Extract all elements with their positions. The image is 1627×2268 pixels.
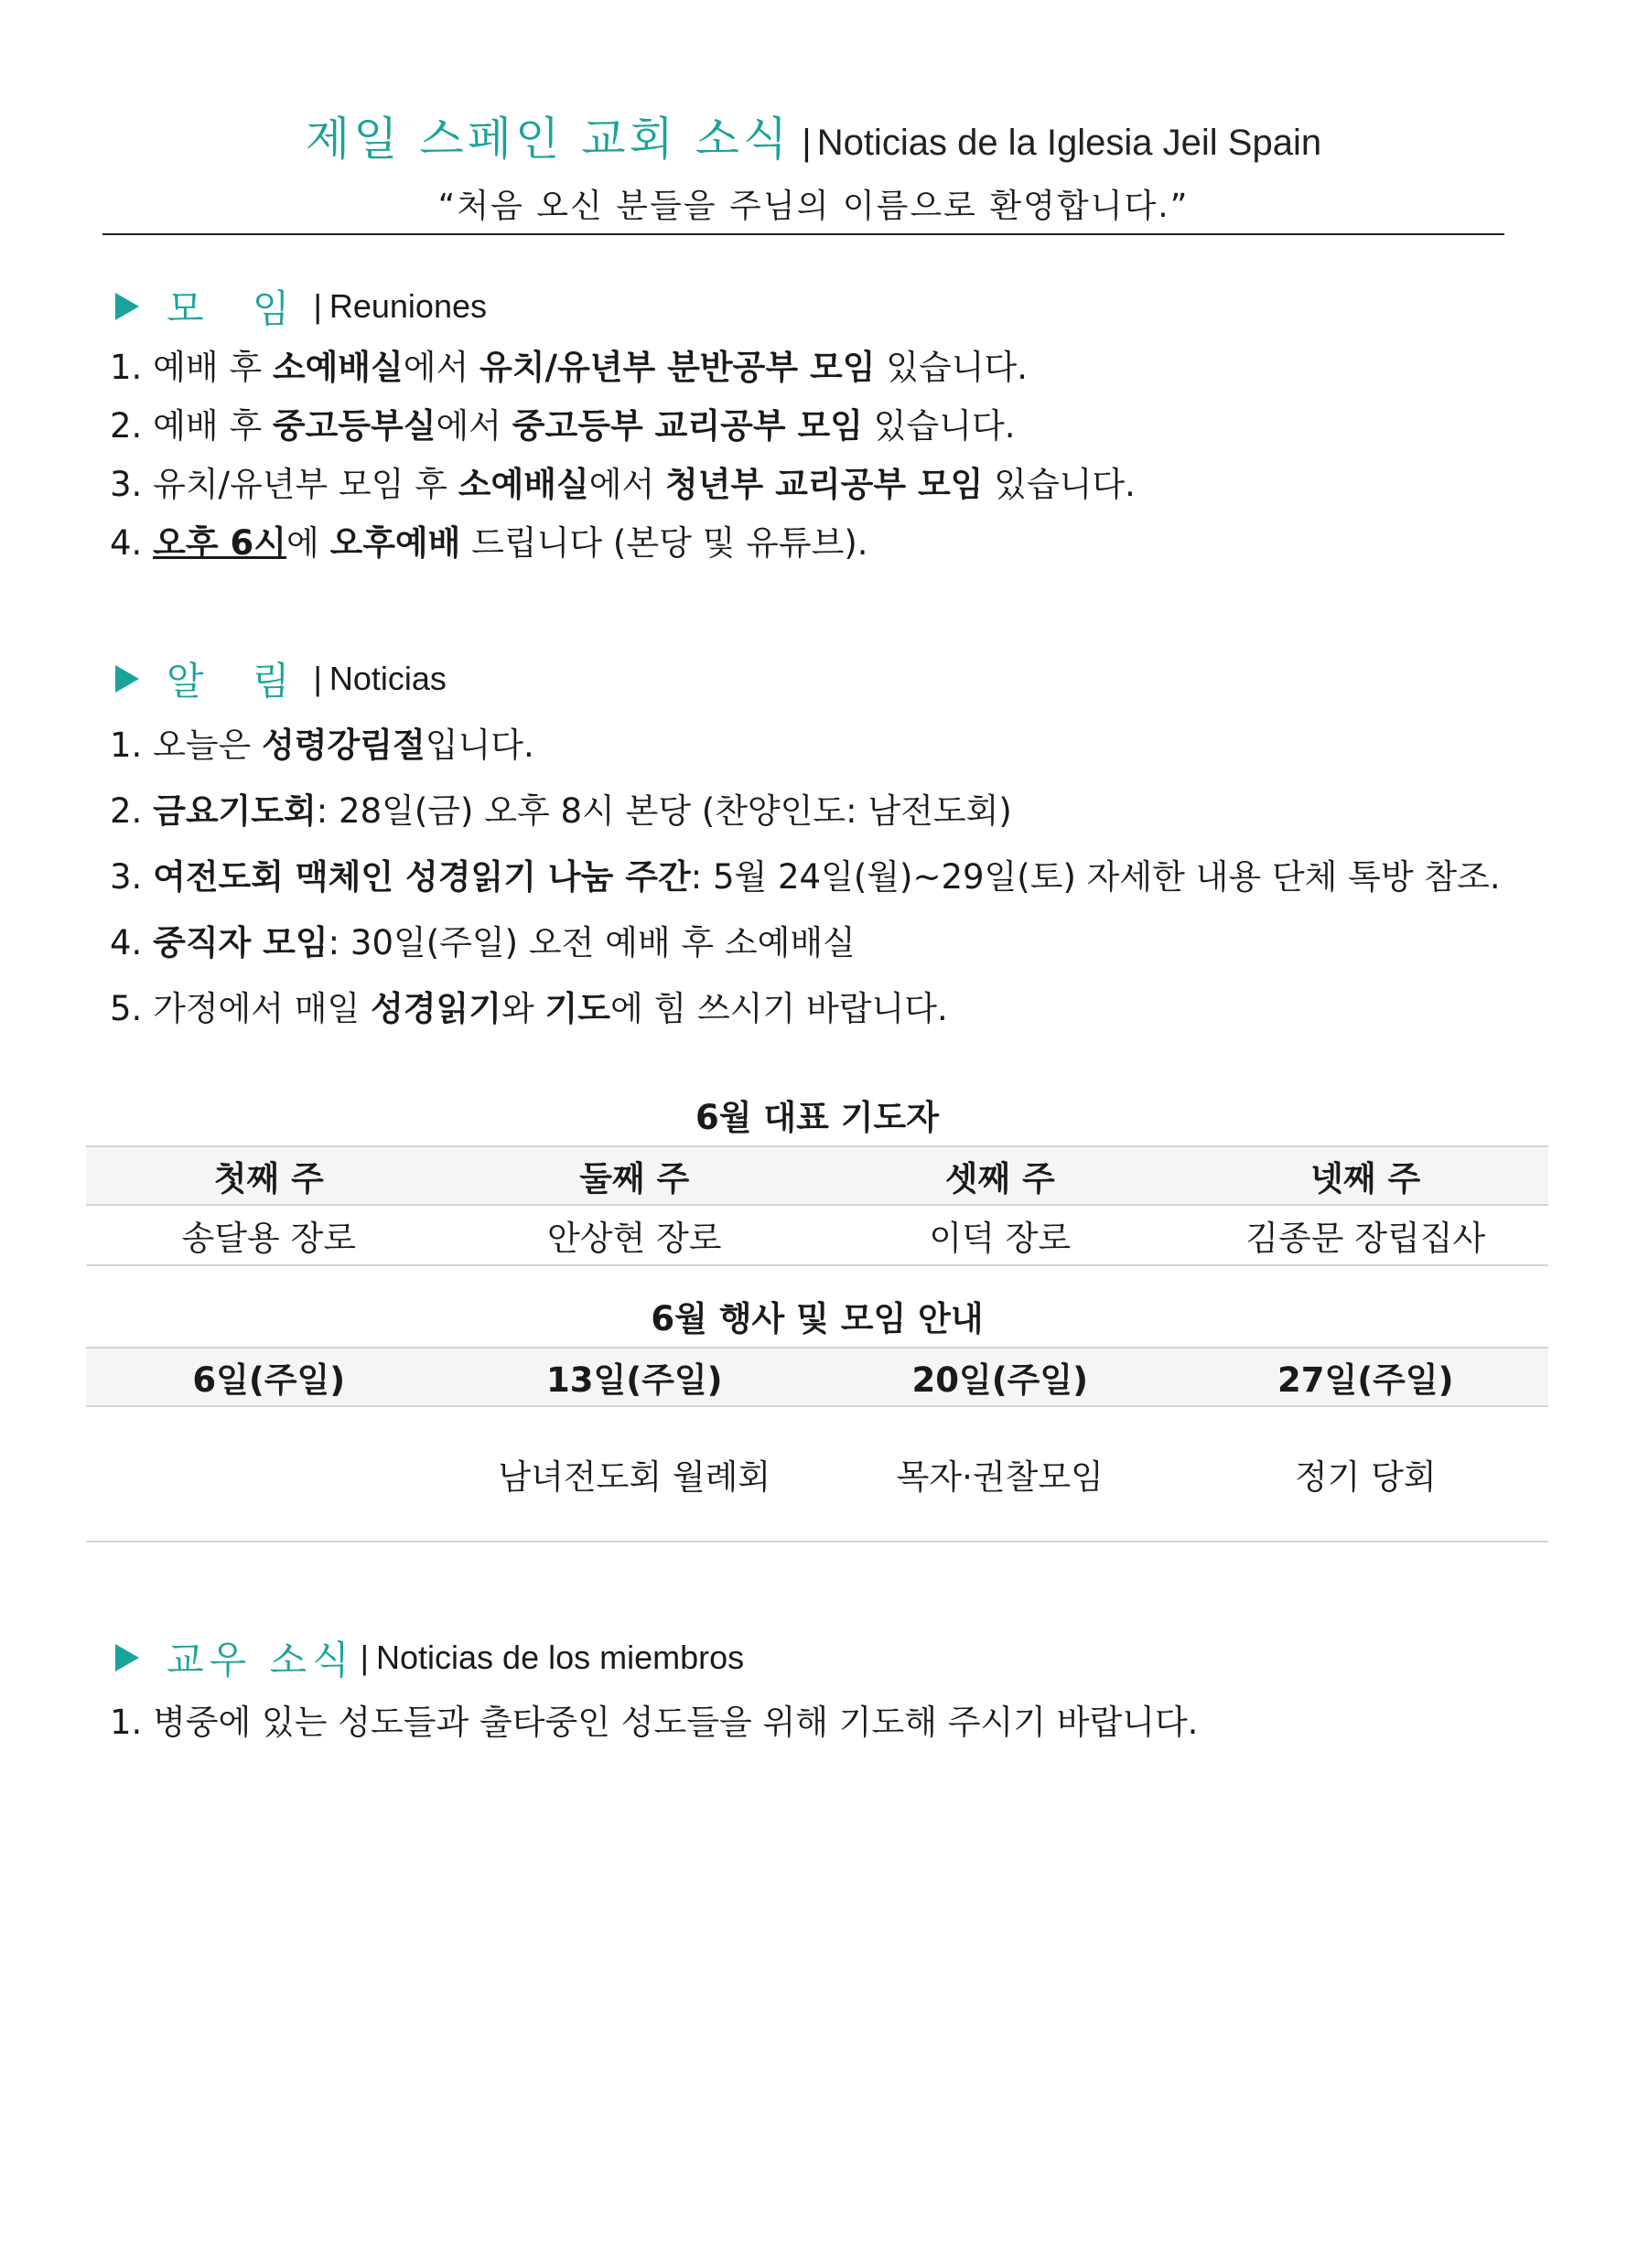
welcome-subtitle: “처음 오신 분들을 주님의 이름으로 환영합니다.” [437,188,1190,225]
table-header-cell: 27일(주일) [1183,1348,1549,1406]
list-item [110,397,1537,456]
prayer-table [86,1145,1548,1266]
section-title-spanish: Reuniones [329,287,487,325]
item-number: 4. [110,523,143,563]
section-title-korean: 모 임 [167,286,308,331]
meetings-heading [110,274,1537,339]
title-spanish: Noticias de la Iglesia Jeil Spain [816,123,1322,163]
section-title-spanish: Noticias [329,660,447,697]
events-table-title: 6월 행사 및 모임 안내 [651,1299,984,1338]
table-header-cell: 셋째 주 [817,1146,1183,1205]
section-separator: | [313,287,322,325]
table-cell: 송달용 장로 [86,1205,452,1265]
item-text: 에서 [436,406,512,446]
item-text: 예배 후 [142,406,273,446]
item-text [142,857,153,897]
list-item [110,976,1537,1042]
item-text: 오늘은 [142,726,263,765]
item-text: 예배 후 [142,348,273,387]
title-line [0,102,1627,179]
table-cell: 이덕 장로 [817,1205,1183,1265]
list-item [110,910,1537,976]
table-cell: 정기 당회 [1183,1406,1549,1542]
list-item [110,456,1537,514]
item-number: 5. [110,989,143,1028]
item-underlined: 오후 6시 [153,523,286,563]
section-title-korean: 알 림 [167,659,308,704]
item-bold: 중고등부실 [272,406,436,446]
item-text: 병중에 있는 성도들과 출타중인 성도들을 위해 기도해 주시기 바랍니다. [142,1703,1199,1742]
title-separator: | [802,123,812,163]
item-text: 드립니다 (본당 및 유튜브). [460,523,868,563]
item-bold: 오후예배 [329,523,461,563]
table-header-cell: 13일(주일) [452,1348,818,1406]
item-number: 1. [110,348,143,387]
item-text: 에 힘 쓰시기 바랍니다. [610,989,948,1028]
list-item [110,779,1537,844]
item-bold: 소예배실 [272,348,404,387]
notices-list [110,713,1537,1042]
title-korean: 제일 스페인 교회 소식 [305,113,792,166]
item-number: 1. [110,1703,143,1742]
list-item [110,713,1537,779]
bulletin-header [0,102,1627,236]
item-number: 3. [110,465,143,504]
table-cell: 안상현 장로 [452,1205,818,1265]
table-cell: 남녀전도회 월례회 [452,1406,818,1542]
table-row [86,1205,1548,1265]
item-number: 3. [110,857,143,897]
triangle-bullet-icon [115,1644,139,1671]
table-cell: 목자·권찰모임 [817,1406,1183,1542]
section-separator: | [313,660,322,697]
item-text: 있습니다. [875,348,1028,387]
item-number: 1. [110,726,143,765]
item-number: 4. [110,923,143,962]
item-text: 유치/유년부 모임 후 [142,465,458,504]
item-number: 2. [110,406,143,446]
list-item [110,844,1537,910]
item-text: 가정에서 매일 [142,989,372,1028]
meetings-list [110,339,1537,573]
table-header-cell: 20일(주일) [817,1348,1183,1406]
notices-section [110,647,1537,1042]
item-text [142,523,153,563]
item-bold: 소예배실 [458,465,589,504]
list-item [110,1693,1537,1752]
table-cell: 김종문 장립집사 [1183,1205,1549,1265]
item-bold: 유치/유년부 분반공부 모임 [479,348,876,387]
table-cell [86,1406,452,1542]
item-bold: 중고등부 교리공부 모임 [512,406,863,446]
table-row [86,1406,1548,1542]
table-header-cell: 둘째 주 [452,1146,818,1205]
section-separator: | [360,1639,369,1676]
item-bold: 금요기도회 [153,791,317,831]
list-item [110,514,1537,573]
table-header-cell: 넷째 주 [1183,1146,1549,1205]
item-text: 와 [501,989,545,1028]
item-bold: 기도 [544,989,611,1028]
table-header-cell: 첫째 주 [86,1146,452,1205]
prayer-table-title: 6월 대표 기도자 [695,1098,939,1137]
meetings-section [110,274,1537,573]
members-list [110,1693,1537,1752]
item-text: 입니다. [425,726,534,765]
table-header-row [86,1146,1548,1205]
list-item [110,339,1537,397]
item-text: : 5월 24일(월)~29일(토) 자세한 내용 단체 톡방 참조. [690,857,1501,897]
item-text [142,923,153,962]
header-divider [102,233,1504,235]
members-heading [110,1626,1537,1690]
item-bold: 청년부 교리공부 모임 [664,465,984,504]
item-bold: 성경읽기 [371,989,502,1028]
triangle-bullet-icon [115,293,139,320]
item-text: 에 [286,523,330,563]
members-section [110,1626,1537,1752]
item-text: : 28일(금) 오후 8시 본당 (찬양인도: 남전도회) [316,791,1012,831]
item-bold: 성령강림절 [262,726,426,765]
item-text: 에서 [403,348,480,387]
section-title-spanish: Noticias de los miembros [376,1639,745,1676]
events-table [86,1347,1548,1542]
table-header-cell: 6일(주일) [86,1348,452,1406]
table-header-row [86,1348,1548,1406]
notices-heading [110,647,1537,711]
triangle-bullet-icon [115,665,139,693]
section-title-korean: 교우 소식 [167,1638,355,1682]
item-text: 있습니다. [862,406,1016,446]
item-text [142,791,153,831]
item-text: : 30일(주일) 오전 예배 후 소예배실 [328,923,856,962]
item-text: 있습니다. [983,465,1136,504]
item-bold: 여전도회 맥체인 성경읽기 나눔 주간 [153,857,691,897]
item-text: 에서 [588,465,665,504]
item-number: 2. [110,791,143,831]
item-bold: 중직자 모임 [153,923,329,962]
